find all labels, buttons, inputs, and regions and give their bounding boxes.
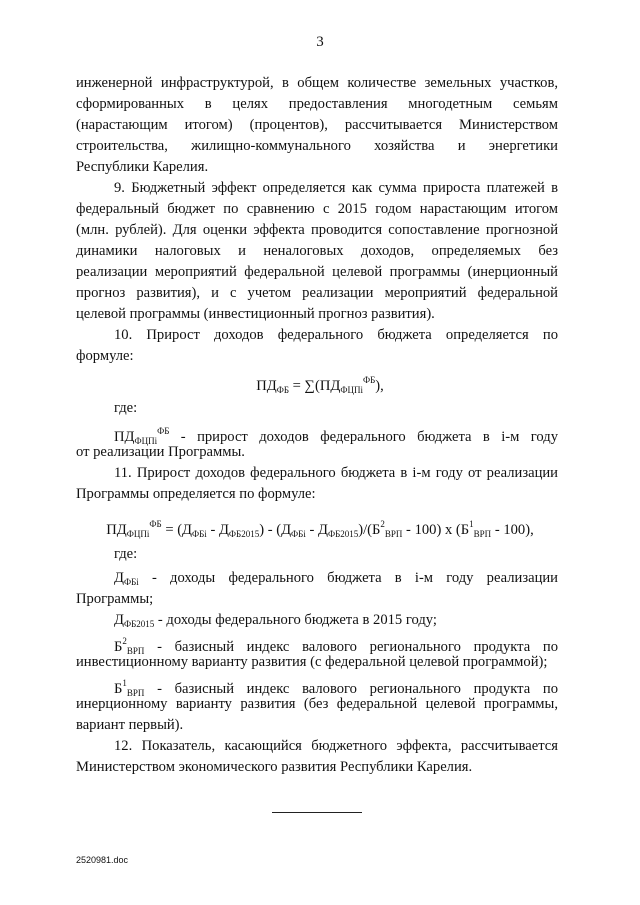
text-line: федеральный бюджет по сравнению с 2015 годом нарастающим итогом	[76, 201, 558, 217]
separator-line	[272, 812, 362, 813]
text-line: Программы;	[76, 591, 154, 607]
text-line: где:	[114, 546, 138, 562]
text-line: инженерной инфраструктурой, в общем количестве земельных участков,	[76, 75, 558, 91]
text-line: Министерством экономического развития Республики Карелия.	[76, 759, 473, 775]
text-line: где:	[114, 400, 138, 416]
text-line: 12. Показатель, касающийся бюджетного эффекта, рассчитывается	[114, 738, 558, 754]
definition-line: $Б^2_{ВРП}$ - базисный индекс валового регионального продукта по	[114, 636, 558, 656]
text-line: вариант первый).	[76, 717, 184, 733]
formula-1: $ПД_{ФБ} = \sum(ПД_{ФЦПi}^{ФБ})$,	[256, 375, 384, 395]
text-line: (млн. рублей). Для оценки эффекта проводится сопоставление прогнозной	[76, 222, 558, 238]
text-line: сформированных в целях предоставления многодетным семьям	[76, 96, 558, 112]
text-line: целевой программы (инвестиционный прогноз развития).	[76, 306, 435, 322]
text-line: Республики Карелия.	[76, 159, 209, 175]
text-line: инерционному варианту развития (без федеральной целевой программы,	[76, 696, 558, 712]
text-line: формуле:	[76, 348, 134, 364]
footer-filename: 2520981.doc	[76, 855, 129, 865]
definition-line: $Б^1_{ВРП}$ - базисный индекс валового регионального продукта по	[114, 678, 558, 698]
text-line: (нарастающим итогом) (процентов), рассчитывается Министерством	[76, 117, 558, 133]
formula-2: $ПД_{ФЦПi}^{ФБ} = (Д_{ФБi} - Д_{ФБ2015}) - (Д_{ФБi} - Д_{ФБ2015})/(Б^2_{ВРП} - 100)$ х $(Б^1_{ВРП} - 100)$,	[106, 519, 534, 539]
text-line: от реализации Программы.	[76, 444, 245, 460]
text-line: прогноз развития), и с учетом реализации мероприятий федеральной	[76, 285, 558, 301]
text-line: 9. Бюджетный эффект определяется как сумма прироста платежей в	[114, 180, 558, 196]
text-line: Программы определяется по формуле:	[76, 486, 316, 502]
text-line: 11. Прирост доходов федерального бюджета в i-м году от реализации	[114, 465, 558, 481]
definition-line: $Д_{ФБi}$ - доходы федерального бюджета в i-м году реализации	[114, 570, 558, 587]
page-number: 3	[316, 34, 324, 50]
text-line: строительства, жилищно-коммунального хозяйства и энергетики	[76, 138, 558, 154]
definition-line: $Д_{ФБ2015}$ - доходы федерального бюджета в 2015 году;	[114, 612, 437, 629]
text-line: реализации мероприятий федеральной целевой программы (инерционный	[76, 264, 558, 280]
text-line: инвестиционному варианту развития (с федеральной целевой программой);	[76, 654, 548, 670]
text-line: динамики налоговых и неналоговых доходов, определяемых без	[76, 243, 558, 259]
text-line: 10. Прирост доходов федерального бюджета определяется по	[114, 327, 558, 343]
definition-line: $ПД_{ФЦПi}^{ФБ}$ - прирост доходов федерального бюджета в i-м году	[114, 426, 558, 446]
